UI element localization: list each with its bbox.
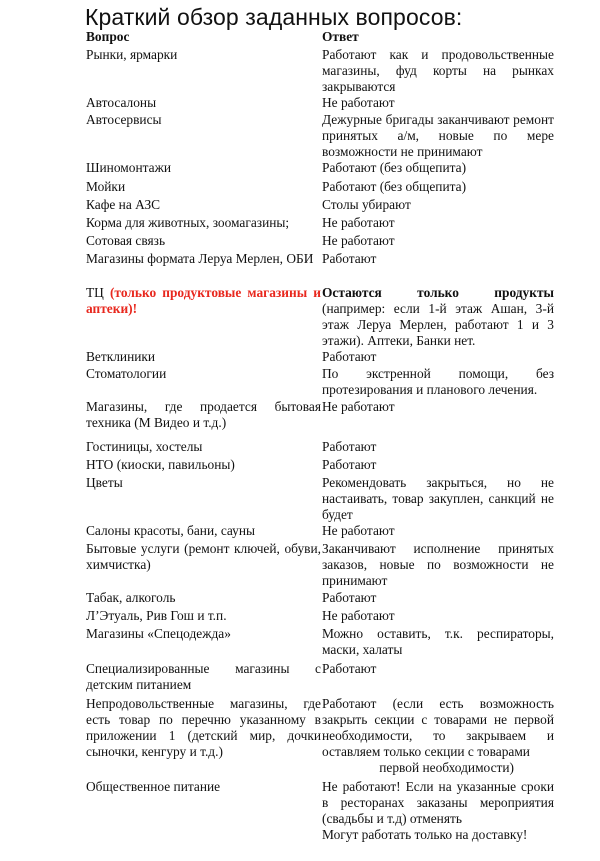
- question-cell: [86, 285, 321, 317]
- table-row: [86, 179, 586, 197]
- answer-cell: Не работают: [322, 608, 395, 623]
- table-row: [86, 590, 586, 608]
- question-cell: Мойки: [86, 179, 126, 194]
- table-row: [86, 541, 586, 590]
- answer-cell: Работают (без общепита): [322, 179, 467, 194]
- table-row: [86, 349, 586, 366]
- answer-cell: Работают: [322, 439, 377, 454]
- question-cell: Корма для животных, зоомагазины;: [86, 215, 290, 230]
- question-cell: Магазины, где продается бытовая техника (М Видео и т.д.): [86, 399, 321, 430]
- answer-text: (например: если 1-й этаж Ашан, 3-й этаж Леруа Мерлен, работают 1 и 3 этажи). Аптеки, Банки нет.: [322, 301, 554, 348]
- answer-cell: Дежурные бригады заканчивают ремонт принятых а/м, новые по мере возможности не принимают: [322, 112, 554, 159]
- table-row: [86, 95, 586, 112]
- answer-cell: Не работают: [322, 95, 395, 110]
- table-row: [86, 523, 586, 541]
- answer-cell: Не работают: [322, 233, 395, 248]
- table-row: [86, 626, 586, 661]
- table-row: [86, 608, 586, 626]
- question-cell: Общественное питание: [86, 779, 221, 794]
- question-text: ТЦ: [86, 285, 104, 300]
- table-row: [86, 160, 586, 179]
- question-cell: Кафе на АЗС: [86, 197, 161, 212]
- answer-cell: Работают: [322, 251, 377, 266]
- answer-text: Работают (если есть возможность закрыть секции с товарами не первой необходимости, то закрываем и оставляем только секции с товарами: [322, 696, 554, 759]
- answer-cell: [322, 779, 554, 843]
- question-cell: НТО (киоски, павильоны): [86, 457, 235, 472]
- answer-cell: Рекомендовать закрыться, но не настаивать, товар закуплен, санкций не будет: [322, 475, 554, 522]
- answer-cell: Заканчивают исполнение принятых заказов, новые по возможности не принимают: [322, 541, 554, 588]
- answer-cell: Работают: [322, 349, 377, 364]
- table-row: [86, 215, 586, 233]
- answer-tail-text: первой необходимости): [379, 760, 514, 775]
- question-cell: Л’Этуаль, Рив Гош и т.п.: [86, 608, 227, 623]
- table-row: [86, 112, 586, 160]
- answer-cell: Можно оставить, т.к. респираторы, маски, халаты: [322, 626, 554, 657]
- question-cell: Цветы: [86, 475, 123, 490]
- question-cell: Специализированные магазины с детским питанием: [86, 661, 321, 692]
- answer-tail-text: Могут работать только на доставку!: [322, 827, 528, 842]
- table-row: [86, 661, 586, 696]
- table-row: [86, 233, 586, 251]
- table-row: [86, 475, 586, 523]
- header-answer: Ответ: [322, 29, 359, 44]
- table-row: [86, 197, 586, 215]
- question-cell: Стоматологии: [86, 366, 167, 381]
- answer-cell: Не работают: [322, 215, 395, 230]
- answer-cell: Не работают: [322, 523, 395, 538]
- page-title: Краткий обзор заданных вопросов:: [85, 4, 463, 30]
- answer-cell: Не работают: [322, 399, 395, 414]
- table-row: [86, 251, 586, 285]
- answer-cell: Работают: [322, 590, 377, 605]
- answer-cell: Столы убирают: [322, 197, 411, 212]
- table-row-shopping-center: [86, 285, 586, 349]
- answer-text: Не работают! Если на указанные сроки в ресторанах заказаны мероприятия (свадьбы и т.д) отменять: [322, 779, 554, 826]
- question-cell: Сотовая связь: [86, 233, 166, 248]
- table-row: [86, 457, 586, 475]
- table-row: [86, 47, 586, 95]
- question-cell: Автосалоны: [86, 95, 157, 110]
- answer-bold-text: Остаются только продукты: [322, 285, 554, 300]
- question-cell: Салоны красоты, бани, сауны: [86, 523, 256, 538]
- question-cell: Бытовые услуги (ремонт ключей, обуви, химчистка): [86, 541, 321, 572]
- question-cell: Гостиницы, хостелы: [86, 439, 203, 454]
- table-row: [86, 399, 586, 439]
- table-row: [86, 696, 586, 779]
- question-cell: Магазины «Спецодежда»: [86, 626, 231, 641]
- answer-cell: [322, 285, 554, 349]
- highlight-note: (только продуктовые магазины и аптеки)!: [86, 285, 321, 316]
- question-cell: Непродовольственные магазины, где есть товар по перечню указанному в приложении 1 (детский мир, дочки сыночки, кенгуру и т.д.): [86, 696, 321, 759]
- answer-cell: По экстренной помощи, без протезирования и планового лечения.: [322, 366, 554, 397]
- question-cell: Шиномонтажи: [86, 160, 171, 175]
- question-cell: Магазины формата Леруа Мерлен, ОБИ: [86, 251, 314, 266]
- answer-cell: Работают как и продовольственные магазины, фуд корты на рынках закрываются: [322, 47, 554, 94]
- table-row: [86, 439, 586, 457]
- question-cell: Ветклиники: [86, 349, 156, 364]
- answer-cell: Работают (без общепита): [322, 160, 467, 175]
- table-row: [86, 779, 586, 847]
- question-cell: Рынки, ярмарки: [86, 47, 178, 62]
- question-cell: Табак, алкоголь: [86, 590, 176, 605]
- header-question: Вопрос: [86, 29, 130, 44]
- answer-cell: Работают: [322, 457, 377, 472]
- qa-table: [86, 29, 586, 847]
- answer-cell: [322, 696, 554, 776]
- answer-cell: Работают: [322, 661, 377, 676]
- question-cell: Автосервисы: [86, 112, 162, 127]
- table-row: [86, 366, 586, 399]
- table-header: [86, 29, 586, 47]
